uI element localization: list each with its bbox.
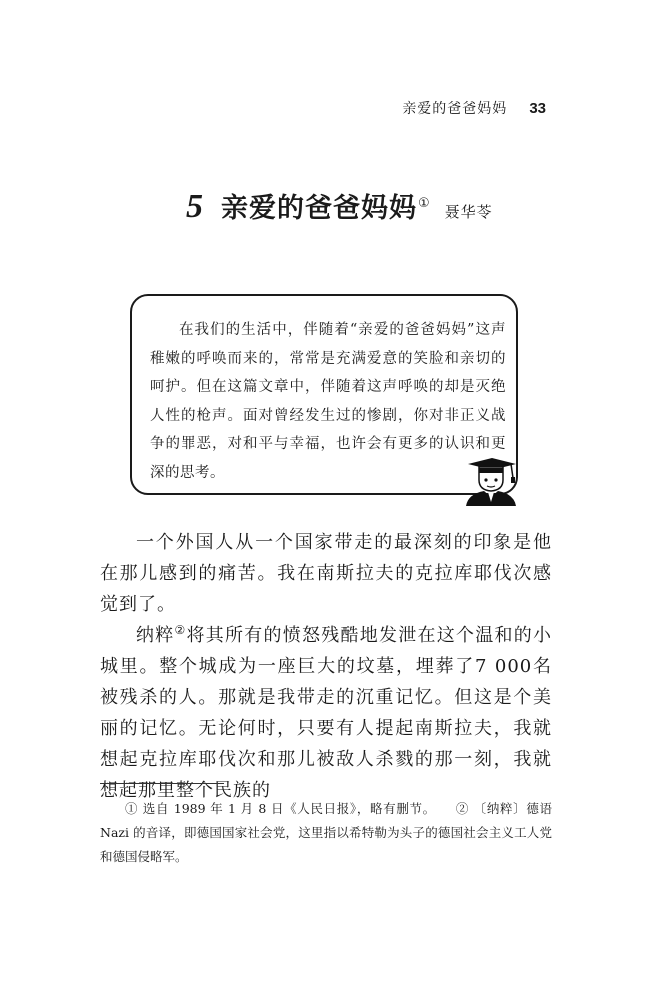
lesson-number: 5: [186, 188, 203, 225]
body-text: [100, 527, 552, 806]
footnotes: [100, 797, 552, 869]
lesson-title: [221, 186, 431, 225]
footnote-text: ① 选自 1989 年 1 月 8 日《人民日报》，略有删节。 ② 〔纳粹〕德语 Nazi 的音译，即德国国家社会党，这里指以希特勒为头子的德国社会主义工人党和德国侵略军。: [100, 801, 552, 864]
lesson-heading: [186, 186, 493, 226]
body-paragraph-2: [100, 620, 552, 806]
body-paragraph-2-rest: 将其所有的愤怒残酷地发泄在这个温和的小城里。整个城成为一座巨大的坟墓，埋葬了7 000名被残杀的人。那就是我带走的沉重记忆。但这是个美丽的记忆。无论何时，只要有人提起南斯拉夫，我就想起克拉库耶伐次和那儿被敌人杀戮的那一刻，我就想起那里整个民族的: [100, 625, 553, 801]
running-title: 亲爱的爸爸妈妈: [402, 101, 508, 117]
scholar-icon: [462, 456, 520, 506]
intro-text: 在我们的生活中，伴随着“亲爱的爸爸妈妈”这声稚嫩的呼唤而来的，常常是充满爱意的笑脸和亲切的呵护。但在这篇文章中，伴随着这声呼唤的却是灭绝人性的枪声。面对曾经发生过的惨剧，你对非正义战争的罪恶，对和平与幸福，也许会有更多的认识和更深的思考。: [150, 322, 506, 481]
lesson-title-text: 亲爱的爸爸妈妈: [221, 193, 417, 224]
body-paragraph-2-lead: 纳粹: [136, 625, 175, 646]
title-footnote-mark: ①: [418, 196, 431, 211]
page-number: 33: [529, 100, 546, 117]
footnote-divider: [100, 783, 224, 784]
running-header: [402, 98, 546, 118]
footnote-ref-2: ②: [174, 623, 187, 637]
author-name: 聂华苓: [444, 203, 493, 221]
body-paragraph-1: 一个外国人从一个国家带走的最深刻的印象是他在那儿感到的痛苦。我在南斯拉夫的克拉库耶伐次感觉到了。: [100, 532, 552, 615]
